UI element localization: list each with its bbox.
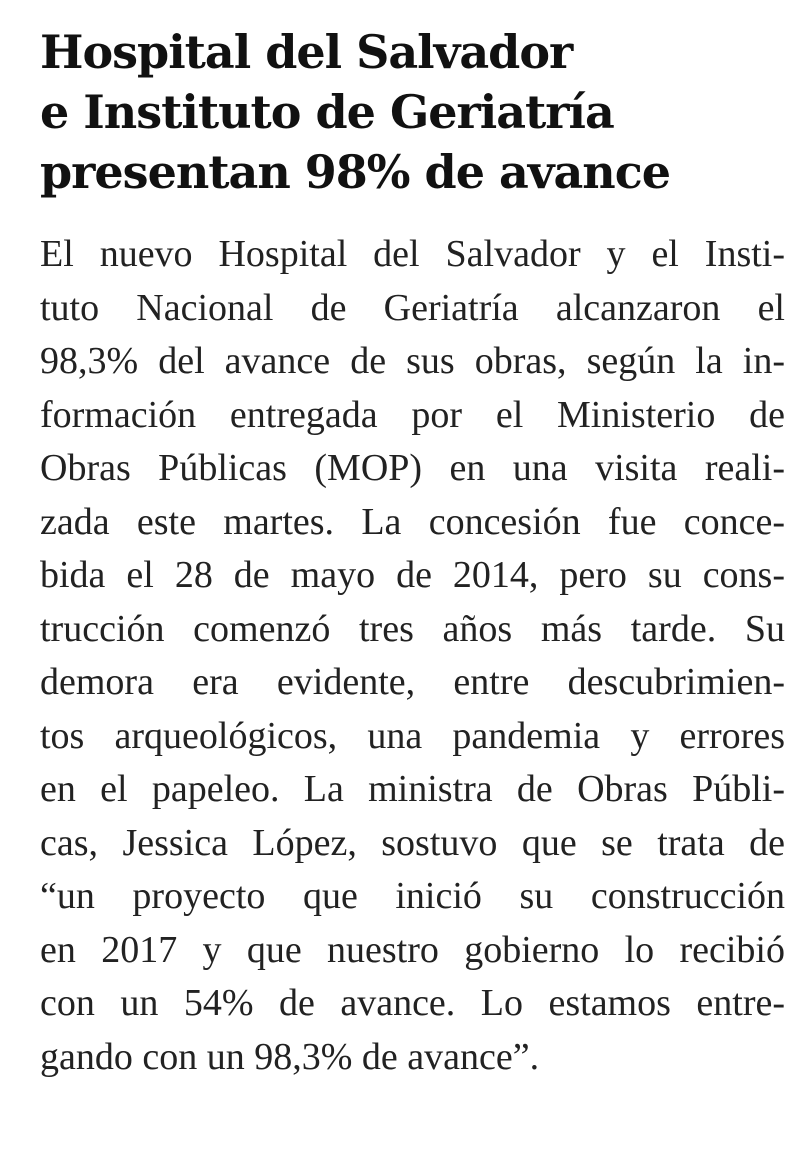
article-headline — [40, 22, 785, 202]
body-line: demora era evidente, entre descubrimien- — [40, 661, 785, 703]
headline-line: Hospital del Salvador — [40, 25, 573, 79]
body-line: “un proyecto que inició su construcción — [40, 875, 785, 917]
body-line: tuto Nacional de Geriatría alcanzaron el — [40, 286, 785, 329]
body-line: Obras Públicas (MOP) en una visita reali- — [40, 447, 785, 489]
news-article — [40, 22, 785, 1084]
body-line: formación entregada por el Ministerio de — [40, 393, 785, 436]
body-line: bida el 28 de mayo de 2014, pero su cons- — [40, 554, 785, 596]
body-line: trucción comenzó tres años más tarde. Su — [40, 607, 785, 650]
body-line: con un 54% de avance. Lo estamos entre- — [40, 982, 785, 1024]
body-line: tos arqueológicos, una pandemia y errores — [40, 714, 785, 757]
headline-line: presentan 98% de avance — [40, 145, 671, 199]
article-body — [40, 228, 785, 1084]
body-line: zada este martes. La concesión fue conce- — [40, 500, 785, 543]
body-line: cas, Jessica López, sostuvo que se trata de — [40, 821, 785, 864]
body-line: El nuevo Hospital del Salvador y el Insti- — [40, 233, 785, 275]
body-line: en el papeleo. La ministra de Obras Públi- — [40, 768, 785, 810]
body-line: 98,3% del avance de sus obras, según la in- — [40, 340, 785, 382]
body-line: en 2017 y que nuestro gobierno lo recibió — [40, 928, 785, 971]
body-line: gando con un 98,3% de avance”. — [40, 1035, 540, 1078]
headline-line: e Instituto de Geriatría — [40, 85, 614, 139]
